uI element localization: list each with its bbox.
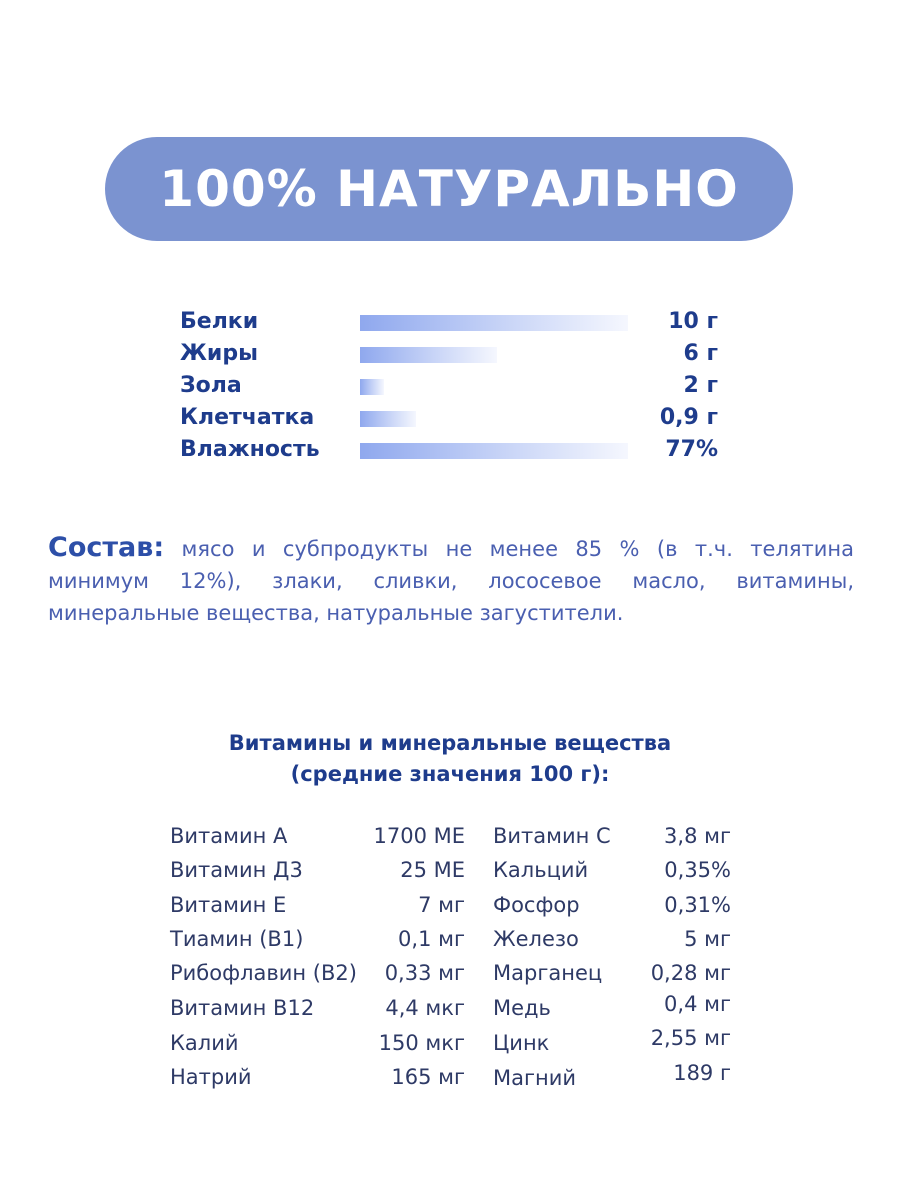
vitamin-value: 25 МЕ	[400, 858, 465, 882]
vitamin-value: 150 мкг	[378, 1031, 465, 1055]
vitamin-name: Витамин А	[170, 824, 288, 848]
banner-title: 100% НАТУРАЛЬНО	[159, 160, 739, 218]
mineral-name: Марганец	[493, 961, 603, 985]
mineral-name: Цинк	[493, 1031, 550, 1055]
nutrient-label: Белки	[180, 309, 259, 334]
composition-body: мясо и субпродукты не менее 85 % (в т.ч. телятина минимум 12%), злаки, сливки, лососевое масло, витамины, минеральные вещества, натуральные загустители.	[48, 537, 854, 625]
vitamin-name: Калий	[170, 1031, 239, 1055]
mineral-name: Фосфор	[493, 893, 580, 917]
vitamin-row	[170, 824, 465, 854]
nutrient-value: 2 г	[683, 373, 718, 398]
vitamin-row	[170, 893, 465, 923]
vitamins-title: Витамины и минеральные вещества	[228, 731, 672, 755]
nutrient-label: Влажность	[180, 437, 320, 462]
mineral-name: Железо	[493, 927, 579, 951]
nutrient-value: 10 г	[668, 309, 718, 334]
nutrient-bar	[360, 443, 628, 459]
vitamin-row	[170, 1031, 465, 1061]
mineral-row	[493, 1061, 731, 1091]
mineral-name: Магний	[493, 1066, 577, 1090]
mineral-row	[493, 824, 731, 854]
mineral-value: 0,28 мг	[650, 961, 731, 985]
vitamin-value: 0,33 мг	[384, 961, 465, 985]
nutrient-value: 0,9 г	[659, 405, 718, 430]
composition-label: Состав:	[48, 532, 165, 563]
vitamin-row	[170, 1065, 465, 1095]
vitamins-table	[0, 820, 900, 1100]
nutrient-row-fat	[180, 337, 720, 369]
nutrient-bar	[360, 411, 416, 427]
mineral-row	[493, 1026, 731, 1056]
vitamin-name: Тиамин (В1)	[170, 927, 304, 951]
mineral-value: 0,31%	[664, 893, 731, 917]
nutrient-label: Клетчатка	[180, 405, 315, 430]
mineral-name: Кальций	[493, 858, 589, 882]
vitamin-name: Витамин Д3	[170, 858, 303, 882]
mineral-row	[493, 858, 731, 888]
mineral-value: 2,55 мг	[650, 1026, 731, 1050]
vitamins-heading	[0, 728, 900, 790]
nutrient-row-moisture	[180, 433, 720, 465]
nutrient-bar	[360, 347, 497, 363]
mineral-value: 189 г	[673, 1061, 731, 1085]
vitamin-row	[170, 858, 465, 888]
nutrient-bar	[360, 315, 628, 331]
nutrient-chart	[180, 305, 720, 465]
vitamin-value: 0,1 мг	[398, 927, 465, 951]
mineral-value: 3,8 мг	[664, 824, 731, 848]
nutrient-value: 6 г	[683, 341, 718, 366]
mineral-row	[493, 927, 731, 957]
vitamin-value: 4,4 мкг	[385, 996, 465, 1020]
mineral-name: Медь	[493, 996, 551, 1020]
mineral-value: 0,35%	[664, 858, 731, 882]
mineral-row	[493, 992, 731, 1022]
vitamin-row	[170, 996, 465, 1026]
vitamins-subtitle: (средние значения 100 г):	[290, 762, 610, 786]
vitamin-value: 1700 МЕ	[373, 824, 465, 848]
composition-text	[48, 532, 854, 629]
vitamin-name: Витамин Е	[170, 893, 287, 917]
nutrient-label: Жиры	[180, 341, 258, 366]
vitamin-name: Витамин В12	[170, 996, 315, 1020]
vitamin-row	[170, 927, 465, 957]
nutrient-value: 77%	[665, 437, 718, 462]
mineral-value: 5 мг	[684, 927, 731, 951]
nutrient-row-protein	[180, 305, 720, 337]
mineral-value: 0,4 мг	[664, 992, 731, 1016]
mineral-name: Витамин С	[493, 824, 611, 848]
nutrient-row-ash	[180, 369, 720, 401]
vitamin-value: 165 мг	[391, 1065, 465, 1089]
vitamin-name: Рибофлавин (В2)	[170, 961, 357, 985]
headline-banner	[105, 137, 793, 241]
vitamin-row	[170, 961, 465, 991]
vitamin-name: Натрий	[170, 1065, 252, 1089]
mineral-row	[493, 961, 731, 991]
nutrient-bar	[360, 379, 384, 395]
mineral-row	[493, 893, 731, 923]
nutrient-row-fiber	[180, 401, 720, 433]
vitamin-value: 7 мг	[418, 893, 465, 917]
nutrient-label: Зола	[180, 373, 242, 398]
